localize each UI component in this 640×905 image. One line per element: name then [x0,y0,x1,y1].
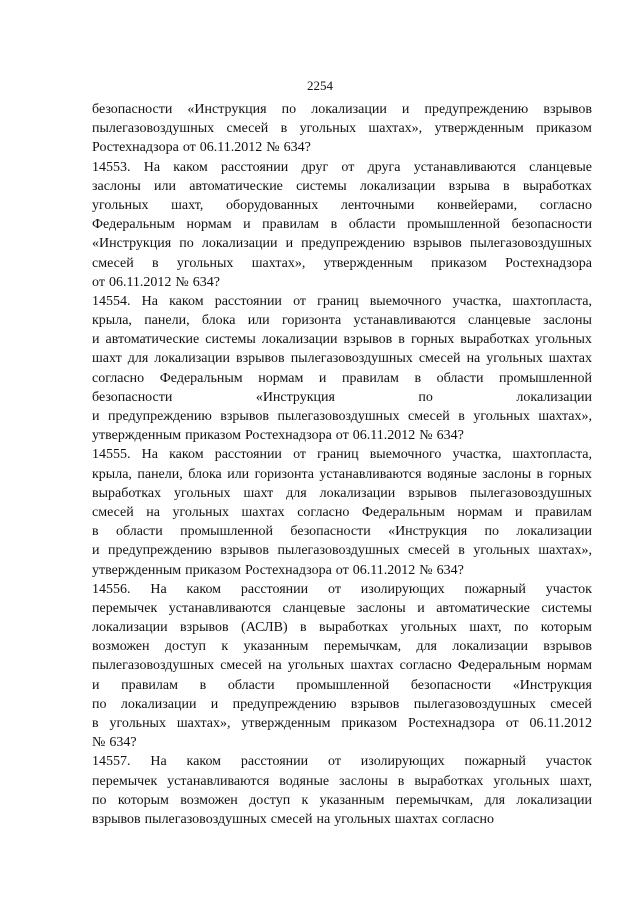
text-line: и автоматические системы локализации взрывов в горных выработках угольных [92,332,592,348]
text-line: выработках угольных шахт для локализации взрывов пылегазовоздушных [92,485,592,501]
question-paragraph [92,158,592,292]
text-line: крыла, панели, блока или горизонта устанавливаются сланцевые заслоны [92,313,592,329]
text-line: по которым возможен доступ к указанным перемычкам, для локализации [92,792,592,808]
text-line: возможен доступ к указанным перемычкам, для локализации взрывов [92,639,592,655]
text-line: локализации взрывов (АСЛВ) в выработках угольных шахт, по которым [92,620,592,636]
text-line: 14556. На каком расстоянии от изолирующих пожарный участок [92,581,592,597]
question-paragraph [92,752,592,829]
text-line: смесей в угольных шахтах», утвержденным приказом Ростехнадзора [92,255,592,271]
text-line: 14554. На каком расстоянии от границ выемочного участка, шахтопласта, [92,293,592,309]
text-line: в угольных шахтах», утвержденным приказом Ростехнадзора от 06.11.2012 [92,716,592,731]
text-line: перемычек устанавливаются сланцевые заслоны и автоматические системы [92,600,592,616]
text-line: перемычек устанавливаются водяные заслоны в выработках угольных шахт, [92,773,592,789]
text-line: взрывов пылегазовоздушных смесей на угольных шахтах согласно [92,811,495,827]
text-line: пылегазовоздушных смесей в угольных шахтах», утвержденным приказом [92,121,592,137]
text-line: и предупреждению взрывов пылегазовоздушных смесей в угольных шахтах», [92,543,592,559]
question-paragraph [92,292,592,446]
text-line: Федеральным нормам и правилам в области промышленной безопасности [92,217,592,233]
text-line: 14553. На каком расстоянии друг от друга устанавливаются сланцевые [92,159,592,175]
text-line: заслоны или автоматические системы локализации взрыва в выработках [92,178,592,194]
text-line: в области промышленной безопасности «Инструкция по локализации [92,524,592,540]
text-line: шахт для локализации взрывов пылегазовоздушных смесей на угольных шахтах [92,351,592,367]
text-line: согласно Федеральным нормам и правилам в области промышленной [92,370,592,386]
text-line: утвержденным приказом Ростехнадзора от 06.11.2012 № 634? [92,562,464,578]
text-line: крыла, панели, блока или горизонта устанавливаются водяные заслоны в горных [92,466,592,482]
text-line: и предупреждению взрывов пылегазовоздушных смесей в угольных шахтах», [92,409,592,424]
question-paragraph [92,100,592,158]
text-line: безопасности «Инструкция по локализации [92,389,592,405]
document-body [92,100,592,829]
text-line: утвержденным приказом Ростехнадзора от 06.11.2012 № 634? [92,428,464,444]
text-line: № 634? [92,735,137,751]
text-line: по локализации и предупреждению взрывов пылегазовоздушных смесей [92,696,592,712]
page-number: 2254 [307,78,333,93]
question-paragraph [92,580,592,753]
text-line: «Инструкция по локализации и предупреждению взрывов пылегазовоздушных [92,236,592,252]
text-line: от 06.11.2012 № 634? [92,274,220,290]
text-line: угольных шахт, оборудованных ленточными конвейерами, согласно [92,197,592,213]
text-line: и правилам в области промышленной безопасности «Инструкция [92,677,592,693]
text-line: смесей на угольных шахтах согласно Федеральным нормам и правилам [92,504,592,520]
text-line: пылегазовоздушных смесей на угольных шахтах согласно Федеральным нормам [92,658,592,674]
text-line: 14557. На каком расстоянии от изолирующих пожарный участок [92,754,592,770]
question-paragraph [92,445,592,579]
text-line: 14555. На каком расстоянии от границ выемочного участка, шахтопласта, [92,447,592,463]
text-line: безопасности «Инструкция по локализации и предупреждению взрывов [92,102,592,117]
text-line: Ростехнадзора от 06.11.2012 № 634? [92,140,311,156]
